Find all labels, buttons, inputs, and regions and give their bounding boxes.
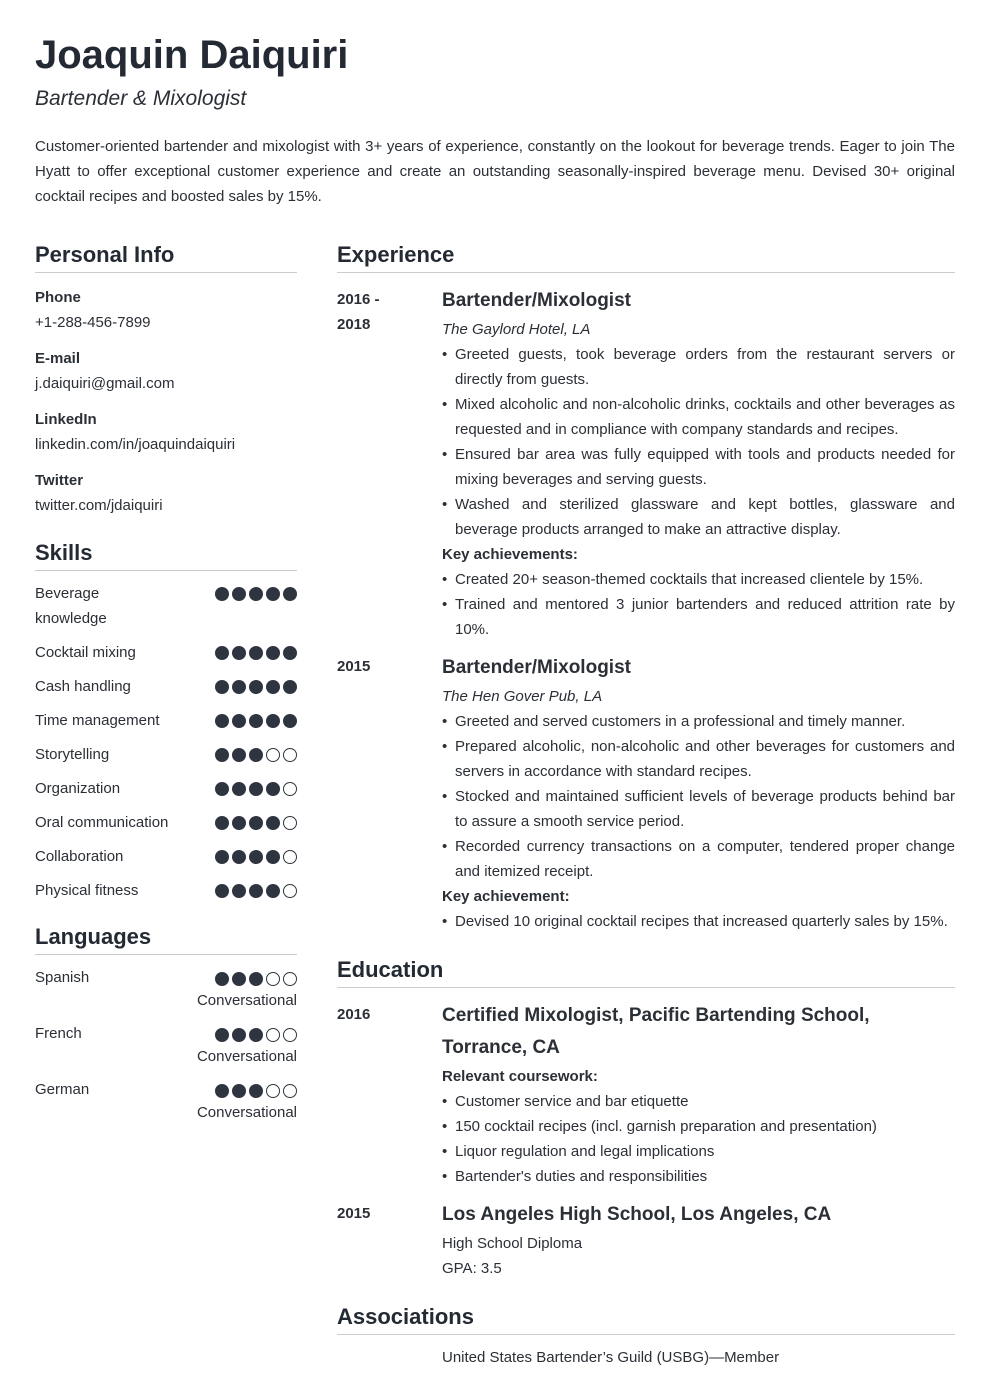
empty-dot-icon (283, 850, 297, 864)
language-name: German (35, 1081, 90, 1098)
language-name: French (35, 1025, 82, 1042)
skill-name: Cash handling (35, 678, 131, 695)
filled-dot-icon (232, 646, 246, 660)
filled-dot-icon (249, 680, 263, 694)
filled-dot-icon (266, 680, 280, 694)
education-entry (337, 1000, 955, 1189)
filled-dot-icon (232, 587, 246, 601)
empty-dot-icon (283, 816, 297, 830)
entry-date: 2016 (337, 1006, 371, 1023)
info-label-email: E-mail (35, 350, 81, 367)
filled-dot-icon (232, 972, 246, 986)
candidate-name: Joaquin Daiquiri (35, 33, 349, 77)
info-value-email: j.daiquiri@gmail.com (35, 375, 175, 392)
associations-section (337, 1302, 955, 1370)
association-item: United States Bartender’s Guild (USBG)—Member (442, 1349, 780, 1366)
rating-dots (215, 581, 297, 601)
filled-dot-icon (266, 714, 280, 728)
skill-row (35, 581, 297, 631)
filled-dot-icon (232, 748, 246, 762)
filled-dot-icon (215, 816, 229, 830)
entry-body (442, 285, 955, 642)
rating-dots (215, 1022, 297, 1042)
entry-date: 2015 (337, 658, 371, 675)
empty-dot-icon (283, 972, 297, 986)
bullet-item: • 150 cocktail recipes (incl. garnish preparation and presentation) (442, 1114, 955, 1139)
filled-dot-icon (215, 972, 229, 986)
entry-date: 2015 (337, 1205, 371, 1222)
left-column (35, 240, 297, 1134)
bullet-item: • Greeted and served customers in a professional and timely manner. (442, 709, 955, 734)
filled-dot-icon (249, 884, 263, 898)
rating-dots (215, 640, 297, 660)
skill-row (35, 776, 297, 801)
filled-dot-icon (215, 714, 229, 728)
filled-dot-icon (283, 714, 297, 728)
language-row (35, 1022, 297, 1045)
skills-heading: Skills (35, 538, 297, 571)
coursework-label: Relevant coursework: (442, 1068, 598, 1085)
skill-name: Organization (35, 780, 121, 797)
filled-dot-icon (266, 782, 280, 796)
skill-name: Time management (35, 712, 160, 729)
filled-dot-icon (249, 748, 263, 762)
entry-title: Bartender/Mixologist (442, 657, 631, 678)
bullet-item: • Mixed alcoholic and non-alcoholic drinks, cocktails and other beverages as requested and in compliance with company standards and recipes. (442, 392, 955, 442)
language-level: Conversational (196, 992, 297, 1009)
experience-section (337, 240, 955, 934)
empty-dot-icon (266, 1084, 280, 1098)
skill-row (35, 742, 297, 767)
rating-dots (215, 810, 297, 830)
empty-dot-icon (266, 1028, 280, 1042)
duties-list (442, 342, 955, 542)
empty-dot-icon (283, 748, 297, 762)
entry-title: Bartender/Mixologist (442, 290, 631, 311)
filled-dot-icon (266, 646, 280, 660)
association-entry (337, 1345, 955, 1370)
info-label-twitter: Twitter (35, 472, 84, 489)
filled-dot-icon (249, 972, 263, 986)
personal-info-heading: Personal Info (35, 240, 297, 273)
skill-row (35, 810, 297, 835)
filled-dot-icon (215, 884, 229, 898)
resume-header (35, 30, 955, 209)
experience-list (337, 285, 955, 934)
bullet-item: • Washed and sterilized glassware and kept bottles, glassware and beverage products arranged to make an attractive display. (442, 492, 955, 542)
education-entry (337, 1199, 955, 1281)
rating-dots (215, 844, 297, 864)
empty-dot-icon (283, 1028, 297, 1042)
associations-heading: Associations (337, 1302, 955, 1335)
language-item (35, 1078, 297, 1124)
language-level: Conversational (196, 1048, 297, 1065)
achievements-list (442, 909, 955, 934)
info-label-linkedin: LinkedIn (35, 411, 97, 428)
experience-entry (337, 285, 955, 642)
skill-row (35, 878, 297, 903)
skill-name: Oral communication (35, 814, 169, 831)
empty-dot-icon (266, 972, 280, 986)
experience-heading: Experience (337, 240, 955, 273)
skills-list (35, 581, 297, 903)
filled-dot-icon (232, 782, 246, 796)
filled-dot-icon (249, 1028, 263, 1042)
language-row (35, 966, 297, 989)
bullet-item: • Created 20+ season-themed cocktails that increased clientele by 15%. (442, 567, 955, 592)
experience-entry (337, 652, 955, 934)
language-level: Conversational (196, 1104, 297, 1121)
skill-name: Collaboration (35, 848, 124, 865)
languages-heading: Languages (35, 922, 297, 955)
skill-row (35, 708, 297, 733)
filled-dot-icon (232, 714, 246, 728)
skill-row (35, 674, 297, 699)
bullet-item: • Devised 10 original cocktail recipes that increased quarterly sales by 15%. (442, 909, 955, 934)
info-value-twitter: twitter.com/jdaiquiri (35, 497, 163, 514)
entry-body (442, 1199, 955, 1281)
bullet-item: • Trained and mentored 3 junior bartenders and reduced attrition rate by 10%. (442, 592, 955, 642)
language-item (35, 1022, 297, 1068)
entry-date-spacer (337, 1345, 442, 1370)
personal-info-list (35, 287, 297, 517)
filled-dot-icon (249, 714, 263, 728)
skill-row (35, 844, 297, 869)
rating-dots (215, 708, 297, 728)
bullet-item: • Greeted guests, took beverage orders from the restaurant servers or directly from guests. (442, 342, 955, 392)
skills-section (35, 538, 297, 903)
filled-dot-icon (232, 884, 246, 898)
filled-dot-icon (215, 748, 229, 762)
rating-dots (215, 742, 297, 762)
filled-dot-icon (283, 680, 297, 694)
filled-dot-icon (215, 850, 229, 864)
filled-dot-icon (249, 816, 263, 830)
filled-dot-icon (249, 646, 263, 660)
empty-dot-icon (283, 1084, 297, 1098)
bullet-item: • Ensured bar area was fully equipped with tools and products needed for mixing beverages and serving guests. (442, 442, 955, 492)
entry-company: The Hen Gover Pub, LA (442, 688, 603, 705)
filled-dot-icon (249, 1084, 263, 1098)
rating-dots (215, 674, 297, 694)
achievements-list (442, 567, 955, 642)
empty-dot-icon (283, 884, 297, 898)
languages-section (35, 922, 297, 1124)
filled-dot-icon (215, 1084, 229, 1098)
skill-name: Storytelling (35, 746, 110, 763)
empty-dot-icon (266, 748, 280, 762)
language-name: Spanish (35, 969, 90, 986)
filled-dot-icon (249, 850, 263, 864)
associations-list (337, 1345, 955, 1370)
filled-dot-icon (283, 587, 297, 601)
summary: Customer-oriented bartender and mixologist with 3+ years of experience, constantly on the lookout for beverage trends. Eager to join The Hyatt to offer exceptional customer experience and create an outstanding seasonally-inspired beverage menu. Devised 30+ original cocktail recipes and boosted sales by 15%. (35, 138, 955, 205)
entry-body (442, 652, 955, 934)
filled-dot-icon (266, 587, 280, 601)
entry-title: Los Angeles High School, Los Angeles, CA (442, 1204, 832, 1225)
info-label-phone: Phone (35, 289, 81, 306)
language-item (35, 966, 297, 1012)
filled-dot-icon (215, 680, 229, 694)
entry-date: 2016 - 2018 (337, 291, 380, 333)
skill-row (35, 640, 297, 665)
achievements-label: Key achievement: (442, 888, 570, 905)
rating-dots (215, 1078, 297, 1098)
filled-dot-icon (215, 782, 229, 796)
filled-dot-icon (232, 680, 246, 694)
skill-name: Cocktail mixing (35, 644, 136, 661)
filled-dot-icon (266, 884, 280, 898)
filled-dot-icon (249, 587, 263, 601)
filled-dot-icon (232, 816, 246, 830)
empty-dot-icon (283, 782, 297, 796)
education-list (337, 1000, 955, 1281)
entry-company: The Gaylord Hotel, LA (442, 321, 591, 338)
right-column (337, 240, 955, 1370)
languages-list (35, 966, 297, 1124)
skill-name: Beverage knowledge (35, 585, 107, 627)
filled-dot-icon (266, 850, 280, 864)
bullet-item: • Stocked and maintained sufficient levels of beverage products behind bar to assure a smooth service period. (442, 784, 955, 834)
coursework-list (442, 1089, 955, 1189)
personal-info-section (35, 240, 297, 517)
education-heading: Education (337, 955, 955, 988)
filled-dot-icon (215, 1028, 229, 1042)
achievements-label: Key achievements: (442, 546, 578, 563)
filled-dot-icon (266, 816, 280, 830)
entry-title: Certified Mixologist, Pacific Bartending School, Torrance, CA (442, 1005, 870, 1058)
entry-body (442, 1000, 955, 1189)
bullet-item: • Liquor regulation and legal implications (442, 1139, 955, 1164)
job-title: Bartender & Mixologist (35, 87, 247, 110)
skill-name: Physical fitness (35, 882, 139, 899)
bullet-item: • Recorded currency transactions on a computer, tendered proper change and itemized receipt. (442, 834, 955, 884)
education-detail: High School Diploma (442, 1235, 583, 1252)
bullet-item: • Prepared alcoholic, non-alcoholic and other beverages for customers and servers in accordance with standard recipes. (442, 734, 955, 784)
duties-list (442, 709, 955, 884)
bullet-item: • Bartender's duties and responsibilities (442, 1164, 955, 1189)
filled-dot-icon (283, 646, 297, 660)
info-value-linkedin: linkedin.com/in/joaquindaiquiri (35, 436, 236, 453)
education-section (337, 955, 955, 1281)
rating-dots (215, 776, 297, 796)
rating-dots (215, 878, 297, 898)
education-detail: GPA: 3.5 (442, 1260, 502, 1277)
info-value-phone: +1-288-456-7899 (35, 314, 151, 331)
bullet-item: • Customer service and bar etiquette (442, 1089, 955, 1114)
filled-dot-icon (232, 1084, 246, 1098)
language-row (35, 1078, 297, 1101)
filled-dot-icon (215, 587, 229, 601)
filled-dot-icon (249, 782, 263, 796)
rating-dots (215, 966, 297, 986)
filled-dot-icon (215, 646, 229, 660)
filled-dot-icon (232, 850, 246, 864)
filled-dot-icon (232, 1028, 246, 1042)
